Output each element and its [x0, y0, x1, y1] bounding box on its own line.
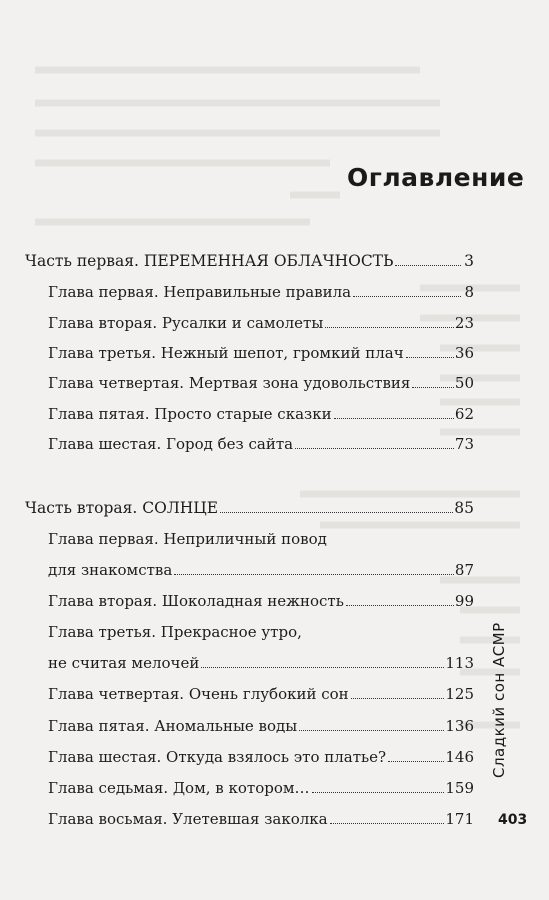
toc-chapter [48, 404, 474, 424]
dot-leader [201, 667, 444, 668]
toc-part-title: Часть вторая. СОЛНЦЕ [25, 499, 219, 517]
toc-chapter [48, 778, 474, 798]
toc-chapter [48, 653, 474, 673]
toc-chapter [48, 282, 474, 302]
toc-chapter-title-line: Глава третья. Прекрасное утро, [48, 623, 302, 641]
toc-page-number: 85 [454, 499, 474, 517]
dot-leader [220, 512, 453, 513]
toc-chapter-title: Глава шестая. Город без сайта [48, 435, 294, 453]
dot-leader [353, 296, 461, 297]
toc-page-number: 23 [454, 314, 474, 332]
toc-page-number: 87 [454, 561, 474, 579]
toc-page-number: 99 [454, 592, 474, 610]
toc-page-number: 36 [454, 344, 474, 362]
dot-leader [412, 387, 454, 388]
toc-chapter [48, 434, 474, 454]
toc-chapter-title: Глава пятая. Просто старые сказки [48, 405, 332, 423]
toc-chapter [48, 809, 474, 829]
toc-page-number: 62 [454, 405, 474, 423]
dot-leader [406, 357, 454, 358]
toc-chapter-title: Глава третья. Нежный шепот, громкий плач [48, 344, 404, 362]
dot-leader [325, 327, 454, 328]
toc-chapter-title: Глава седьмая. Дом, в котором… [48, 779, 310, 797]
toc-chapter [48, 591, 474, 611]
toc-page-number: 8 [464, 283, 474, 301]
toc-chapter-title: для знакомства [48, 561, 173, 579]
toc-part-title: Часть первая. ПЕРЕМЕННАЯ ОБЛАЧНОСТЬ [25, 252, 394, 270]
toc-page-number: 3 [464, 252, 474, 270]
toc-chapter [48, 343, 474, 363]
toc-chapter-title-line: Глава первая. Неприличный повод [48, 530, 327, 548]
dot-leader [334, 418, 454, 419]
toc-chapter [48, 560, 474, 580]
dot-leader [395, 265, 461, 266]
toc-page-number: 159 [445, 779, 474, 797]
running-title: Сладкий сон АСМР [490, 622, 508, 778]
toc-page-number: 73 [454, 435, 474, 453]
toc-page-number: 113 [445, 654, 474, 672]
toc-page-number: 125 [445, 685, 474, 703]
toc-chapter [48, 684, 474, 704]
dot-leader [346, 605, 454, 606]
toc-part-2 [25, 498, 474, 518]
toc-chapter-title: Глава четвертая. Очень глубокий сон [48, 685, 349, 703]
toc-chapter [48, 313, 474, 333]
toc-chapter [48, 373, 474, 393]
toc-chapter-title: Глава вторая. Русалки и самолеты [48, 314, 324, 332]
dot-leader [174, 574, 454, 575]
dot-leader [295, 448, 454, 449]
toc-chapter-title: Глава четвертая. Мертвая зона удовольствия [48, 374, 411, 392]
toc-page-number: 146 [445, 748, 474, 766]
toc-chapter-title: Глава восьмая. Улетевшая заколка [48, 810, 328, 828]
dot-leader [299, 730, 444, 731]
toc-page-number: 136 [445, 717, 474, 735]
toc-chapter-title: Глава вторая. Шоколадная нежность [48, 592, 344, 610]
toc-part-1 [25, 251, 474, 271]
page-number: 403 [498, 812, 528, 828]
toc-chapter-title: Глава первая. Неправильные правила [48, 283, 352, 301]
dot-leader [312, 792, 445, 793]
toc-chapter-title: Глава пятая. Аномальные воды [48, 717, 298, 735]
dot-leader [388, 761, 444, 762]
dot-leader [330, 823, 445, 824]
toc-page-number: 171 [445, 810, 474, 828]
toc-chapter [48, 747, 474, 767]
toc-chapter [48, 716, 474, 736]
toc-title: Оглавление [347, 163, 525, 192]
toc-page-number: 50 [454, 374, 474, 392]
toc-chapter-title: не считая мелочей [48, 654, 200, 672]
toc-chapter-title: Глава шестая. Откуда взялось это платье? [48, 748, 387, 766]
dot-leader [351, 698, 445, 699]
